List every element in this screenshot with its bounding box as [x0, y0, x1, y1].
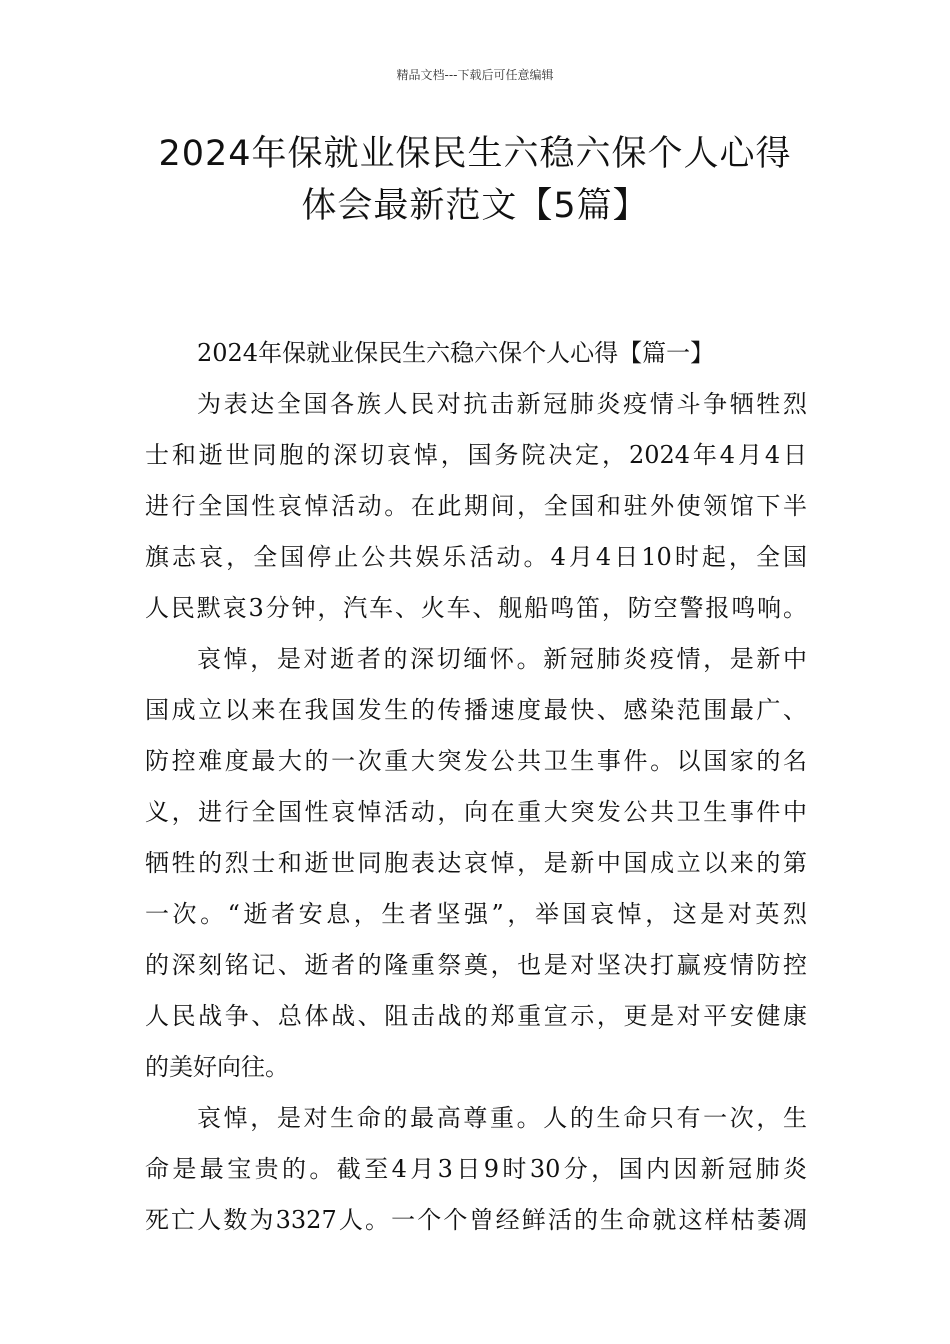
paragraph-line: 义，进行全国性哀悼活动，向在重大突发公共卫生事件中 [145, 798, 807, 826]
paragraph-line: 旗志哀，全国停止公共娱乐活动。4月4日10时起，全国 [145, 543, 807, 571]
paragraph-line: 哀悼，是对生命的最高尊重。人的生命只有一次，生 [197, 1104, 807, 1132]
paragraph-line: 的深刻铭记、逝者的隆重祭奠，也是对坚决打赢疫情防控 [145, 951, 807, 979]
paragraph-line: 死亡人数为3327人。一个个曾经鲜活的生命就这样枯萎凋 [145, 1206, 807, 1234]
document-body [145, 328, 807, 1246]
paragraph-line: 一次。“逝者安息，生者坚强”，举国哀悼，这是对英烈 [145, 900, 807, 928]
paragraph-line: 为表达全国各族人民对抗击新冠肺炎疫情斗争牺牲烈 [197, 390, 807, 418]
paragraph-line: 人民战争、总体战、阻击战的郑重宣示，更是对平安健康 [145, 1002, 807, 1030]
paragraph-3 [145, 1093, 807, 1246]
paragraph-line: 牺牲的烈士和逝世同胞表达哀悼，是新中国成立以来的第 [145, 849, 807, 877]
section-heading: 2024年保就业保民生六稳六保个人心得【篇一】 [197, 339, 715, 367]
paragraph-line: 进行全国性哀悼活动。在此期间，全国和驻外使领馆下半 [145, 492, 807, 520]
paragraph-line: 国成立以来在我国发生的传播速度最快、感染范围最广、 [145, 696, 807, 724]
paragraph-1 [145, 379, 807, 634]
paragraph-line: 命是最宝贵的。截至4月3日9时30分，国内因新冠肺炎 [145, 1155, 807, 1183]
paragraph-line: 士和逝世同胞的深切哀悼，国务院决定，2024年4月4日 [145, 441, 807, 469]
document-title-line-2: 体会最新范文【5篇】 [301, 186, 649, 226]
paragraph-line: 的美好向往。 [145, 1053, 289, 1081]
paragraph-line: 防控难度最大的一次重大突发公共卫生事件。以国家的名 [145, 747, 807, 775]
document-title-line-1: 2024年保就业保民生六稳六保个人心得 [158, 134, 792, 174]
page-header-note: 精品文档---下载后可任意编辑 [396, 68, 554, 82]
paragraph-line: 哀悼，是对逝者的深切缅怀。新冠肺炎疫情，是新中 [197, 645, 807, 673]
paragraph-line: 人民默哀3分钟，汽车、火车、舰船鸣笛，防空警报鸣响。 [145, 594, 807, 622]
paragraph-2 [145, 634, 807, 1093]
